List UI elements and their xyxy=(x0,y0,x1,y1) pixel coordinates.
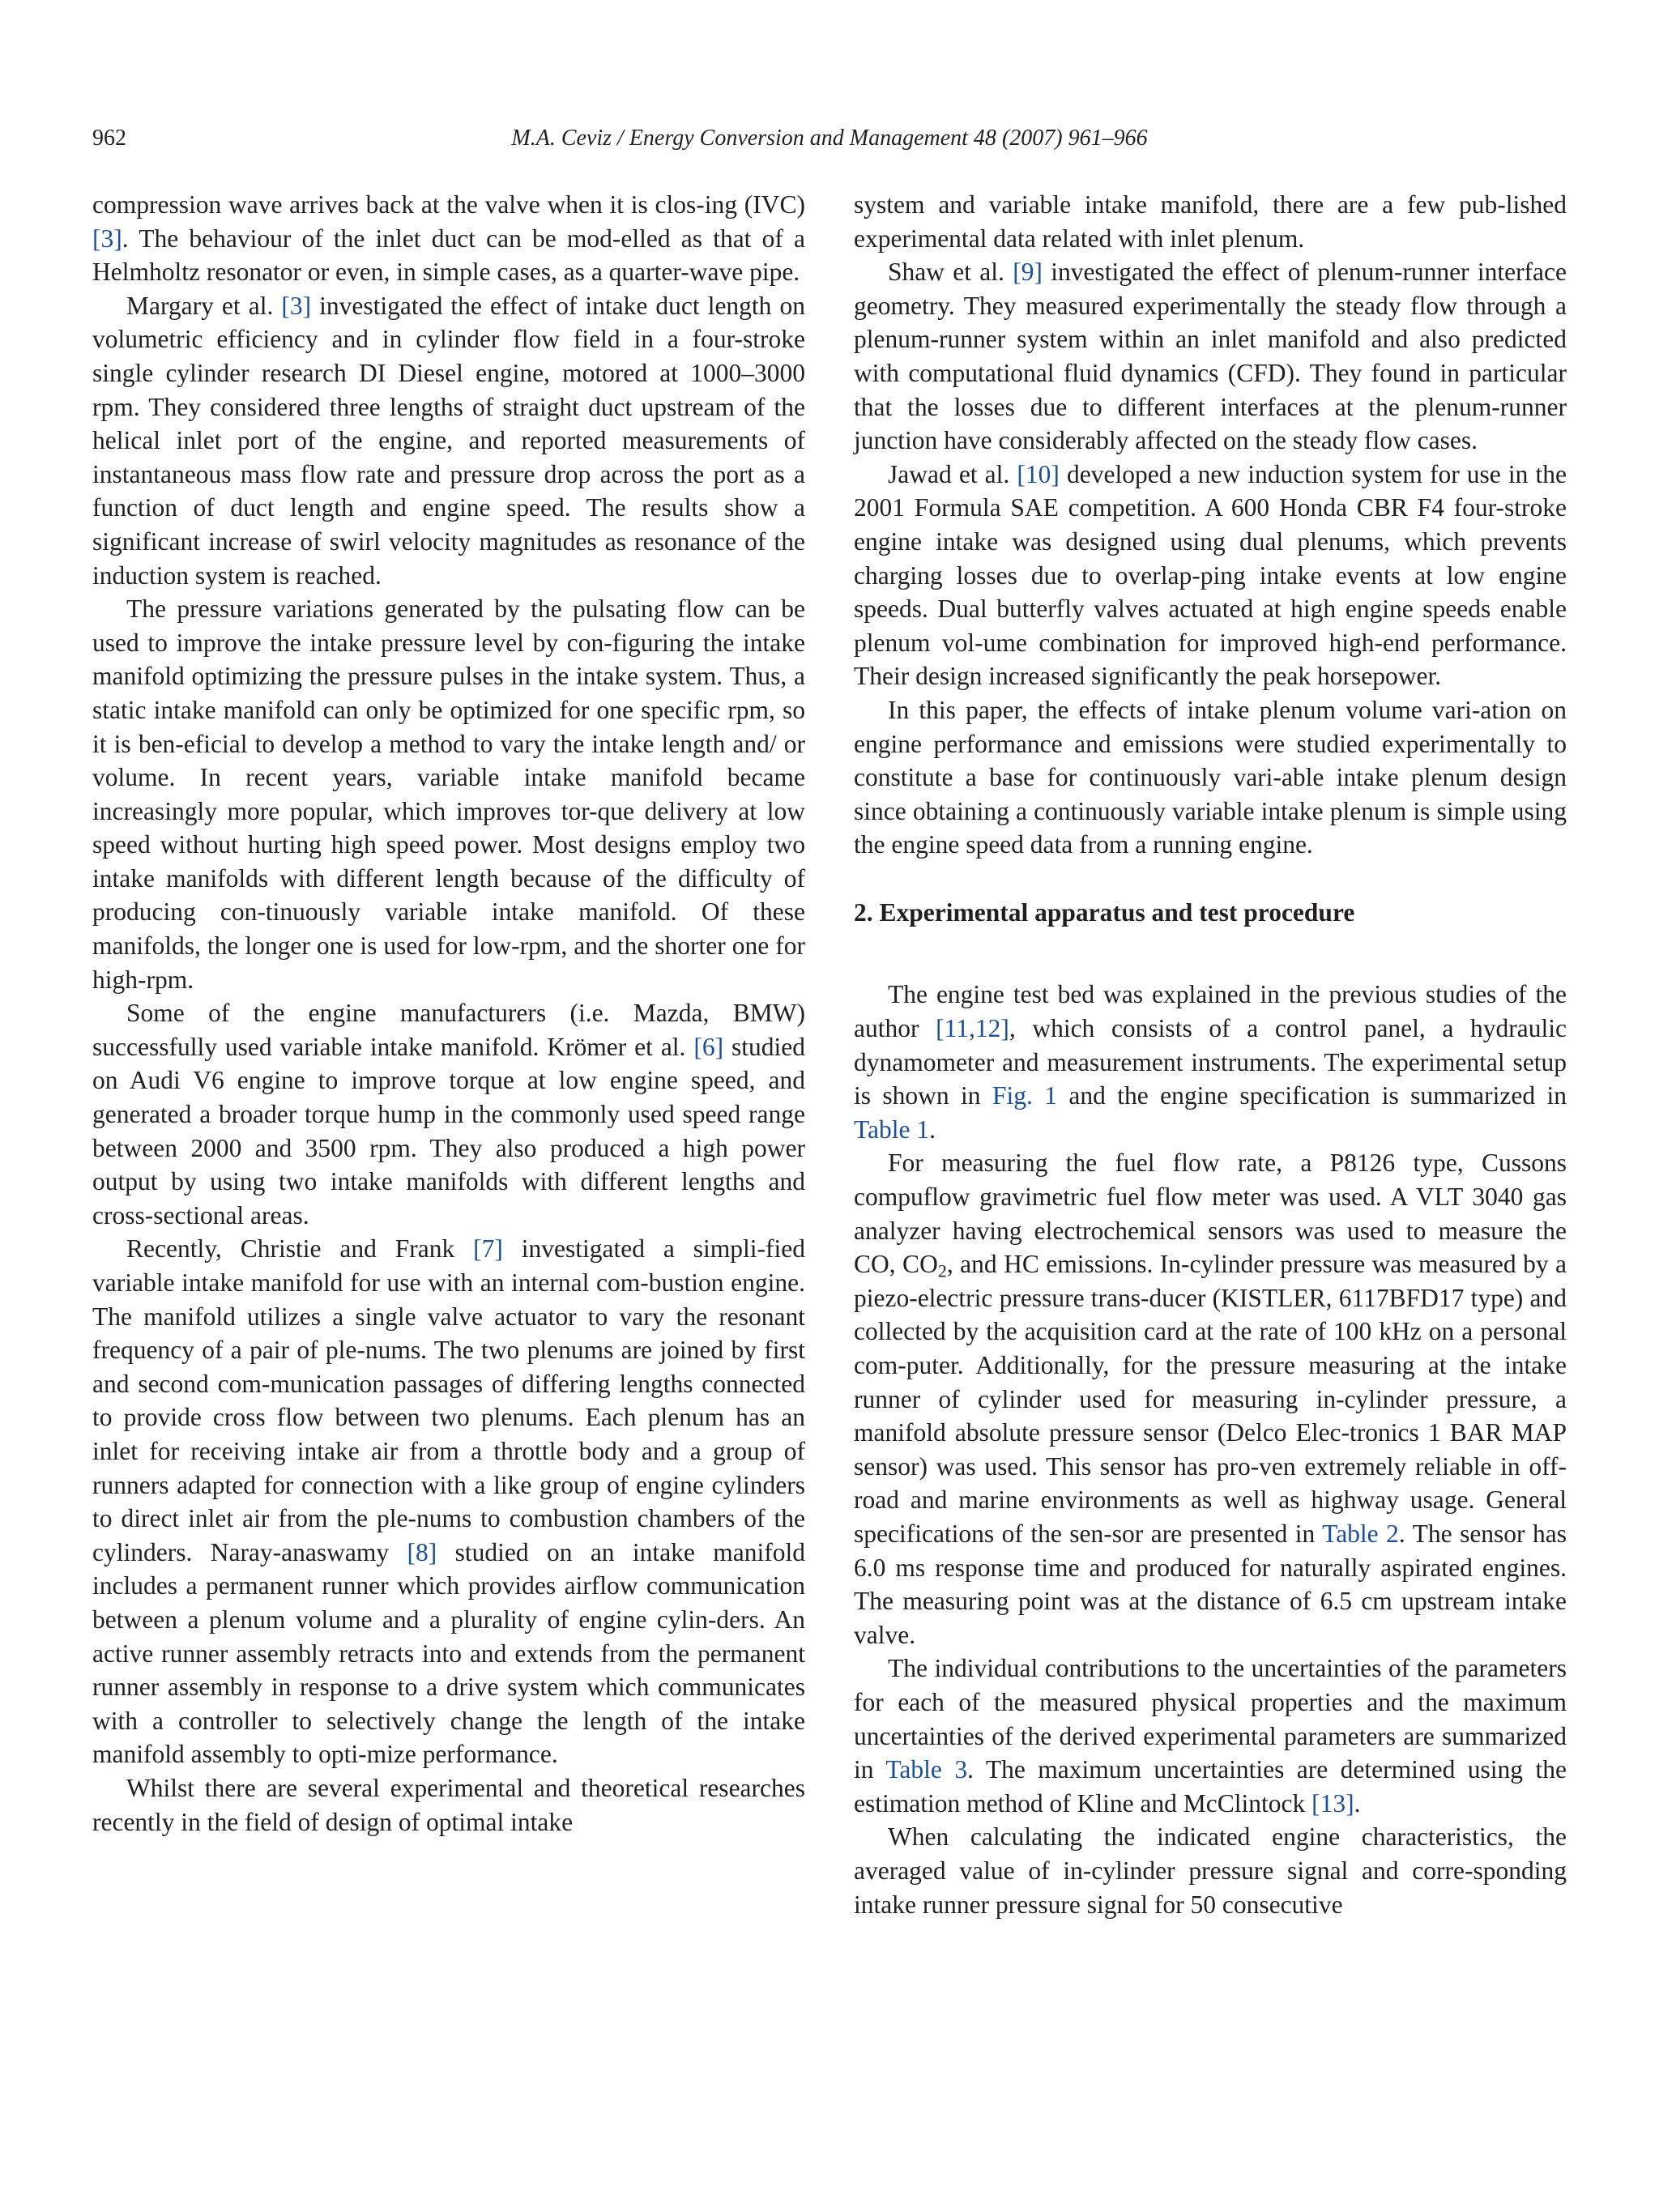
subscript: 2 xyxy=(937,1260,947,1281)
paragraph xyxy=(92,1232,805,1771)
text: Shaw et al. xyxy=(888,258,1013,287)
citation-link[interactable]: [3] xyxy=(92,224,122,253)
citation-link[interactable]: [9] xyxy=(1013,258,1043,287)
text: investigated a simpli-fied variable intake manifold for use with an internal com-bustion engine. The manifold utilizes a single valve actuator to vary the resonant frequency of a pair of ple-nums. The two plenums are joined by first and second com-munication passages of differing lengths connected to provide cross flow between two plenums. Each plenum has an inlet for receiving intake air from a throttle body and a group of runners adapted for connection with a like group of engine cylinders to direct inlet air from the ple-nums to combustion chambers of the cylinders. Naray-anaswamy xyxy=(92,1234,805,1566)
text: , and HC emissions. In-cylinder pressure was measured by a piezo-electric pressure trans-ducer (KISTLER, 6117BFD17 type) and collected by the acquisition card at the rate of 100 kHz on a personal com-puter. Additionally, for the pressure measuring at the intake runner of cylinder used for measuring in-cylinder pressure, a manifold absolute pressure sensor (Delco Elec-tronics 1 BAR MAP sensor) was used. This sensor has pro-ven extremely reliable in off-road and marine environments as well as highway usage. General specifications of the sen-sor are presented in xyxy=(854,1250,1567,1548)
text: . xyxy=(1354,1788,1361,1818)
paragraph: When calculating the indicated engine characteristics, the averaged value of in-cylinder pressure signal and corre-sponding intake runner pressure signal for 50 consecutive xyxy=(854,1822,1567,1919)
paragraph xyxy=(854,1652,1567,1820)
citation-link[interactable]: [7] xyxy=(473,1234,503,1264)
text: studied on an intake manifold includes a permanent runner which provides airflow communication between a plenum volume and a plurality of engine cylin-ders. An active runner assembly retracts into and extends from the permanent runner assembly in response to a drive system which communicates with a controller to selectively change the length of the intake manifold assembly to opti-mize performance. xyxy=(92,1537,805,1769)
citation-link[interactable]: [13] xyxy=(1311,1788,1354,1818)
paragraph xyxy=(92,996,805,1232)
text: . The sensor has 6.0 ms response time and produced for naturally aspirated engines. The measuring point was at the distance of 6.5 cm upstream intake valve. xyxy=(854,1519,1567,1649)
text: . The maximum uncertainties are determined using the estimation method of Kline and McClintock xyxy=(854,1755,1567,1818)
text: investigated the effect of intake duct length on volumetric efficiency and in cylinder flow field in a four-stroke single cylinder research DI Diesel engine, motored at 1000–3000 rpm. They considered three lengths of straight duct upstream of the helical inlet port of the engine, and reported measurements of instantaneous mass flow rate and pressure drop across the port as a function of duct length and engine speed. The results show a significant increase of swirl velocity magnitudes as resonance of the induction system is reached. xyxy=(92,291,805,590)
citation-link[interactable]: [3] xyxy=(281,291,312,320)
figure-link[interactable]: Fig. 1 xyxy=(992,1081,1057,1110)
citation-link[interactable]: [8] xyxy=(407,1537,437,1566)
citation-link[interactable]: [10] xyxy=(1017,459,1060,488)
text: . The behaviour of the inlet duct can be mod-elled as that of a Helmholtz resonator or even, in simple cases, as a quarter-wave pipe. xyxy=(92,224,805,287)
paragraph: Whilst there are several experimental and theoretical researches recently in the field of design of optimal intake xyxy=(92,1773,805,1836)
paragraph xyxy=(92,289,805,592)
table-link[interactable]: Table 1 xyxy=(854,1115,930,1144)
running-header xyxy=(92,126,1567,158)
text: , which consists of a control panel, a hydraulic dynamometer and measurement instruments. The experimental setup is shown in xyxy=(854,1014,1567,1110)
paragraph xyxy=(92,188,805,289)
citation-link[interactable]: [11,12] xyxy=(936,1014,1009,1043)
right-column xyxy=(854,188,1567,1921)
journal-citation: M.A. Ceviz / Energy Conversion and Management 48 (2007) 961–966 xyxy=(511,126,1148,151)
text: . xyxy=(929,1115,936,1144)
text: For measuring the fuel flow rate, a P8126 type, Cussons compuflow gravimetric fuel flow meter was used. A VLT 3040 gas analyzer having electrochemical sensors was used to measure the CO, CO xyxy=(854,1149,1567,1279)
paragraph xyxy=(854,255,1567,458)
section-heading: 2. Experimental apparatus and test procedure xyxy=(854,897,1355,927)
text: investigated the effect of plenum-runner interface geometry. They measured experimentally the steady flow through a plenum-runner system within an inlet manifold and also predicted with computational fluid dynamics (CFD). They found in particular that the losses due to different interfaces at the plenum-runner junction have considerably affected on the steady flow cases. xyxy=(854,258,1567,455)
page-number: 962 xyxy=(92,126,126,151)
text: The engine test bed was explained in the previous studies of the author xyxy=(854,980,1567,1043)
paragraph: system and variable intake manifold, there are a few pub-lished experimental data related with inlet plenum. xyxy=(854,190,1567,253)
text: Margary et al. xyxy=(126,291,282,320)
paragraph: The pressure variations generated by the pulsating flow can be used to improve the intake pressure level by con-figuring the intake manifold optimizing the pressure pulses in the intake system. Thus, a static intake manifold can only be optimized for one specific rpm, so it is ben-eficial to develop a method to vary the intake length and/ or volume. In recent years, variable intake manifold became increasingly more popular, which improves tor-que delivery at low speed without hurting high speed power. Most designs employ two intake manifolds with different length because of the difficulty of producing con-tinuously variable intake manifold. Of these manifolds, the longer one is used for low-rpm, and the shorter one for high-rpm. xyxy=(92,595,805,994)
left-column xyxy=(92,188,805,1839)
citation-link[interactable]: [6] xyxy=(693,1032,724,1061)
text: Jawad et al. xyxy=(888,459,1017,488)
text: compression wave arrives back at the valve when it is clos-ing (IVC) xyxy=(92,190,805,219)
text: studied on Audi V6 engine to improve torque at low engine speed, and generated a broader torque hump in the commonly used speed range between 2000 and 3500 rpm. They also produced a high power output by using two intake manifolds with different lengths and cross-sectional areas. xyxy=(92,1032,805,1230)
text: developed a new induction system for use in the 2001 Formula SAE competition. A 600 Honda CBR F4 four-stroke engine intake was designed using dual plenums, which prevents charging losses due to overlap-ping intake events at low engine speeds. Dual butterfly valves actuated at high engine speeds enable plenum vol-ume combination for improved high-end performance. Their design increased significantly the peak horsepower. xyxy=(854,459,1567,691)
paragraph xyxy=(854,458,1567,693)
text: The individual contributions to the uncertainties of the parameters for each of the measured physical properties and the maximum uncertainties of the derived experimental parameters are summarized in xyxy=(854,1654,1567,1784)
table-link[interactable]: Table 3 xyxy=(885,1755,968,1784)
text: Some of the engine manufacturers (i.e. Mazda, BMW) successfully used variable intake manifold. Krömer et al. xyxy=(92,999,805,1061)
paragraph xyxy=(854,1146,1567,1652)
table-link[interactable]: Table 2 xyxy=(1322,1519,1399,1548)
text: and the engine specification is summarized in xyxy=(1056,1081,1567,1110)
text: Recently, Christie and Frank xyxy=(126,1234,474,1264)
paragraph: In this paper, the effects of intake plenum volume vari-ation on engine performance and emissions were studied experimentally to constitute a base for continuously vari-able intake plenum design since obtaining a continuously variable intake plenum is simple using the engine speed data from a running engine. xyxy=(854,695,1567,859)
paragraph xyxy=(854,978,1567,1146)
